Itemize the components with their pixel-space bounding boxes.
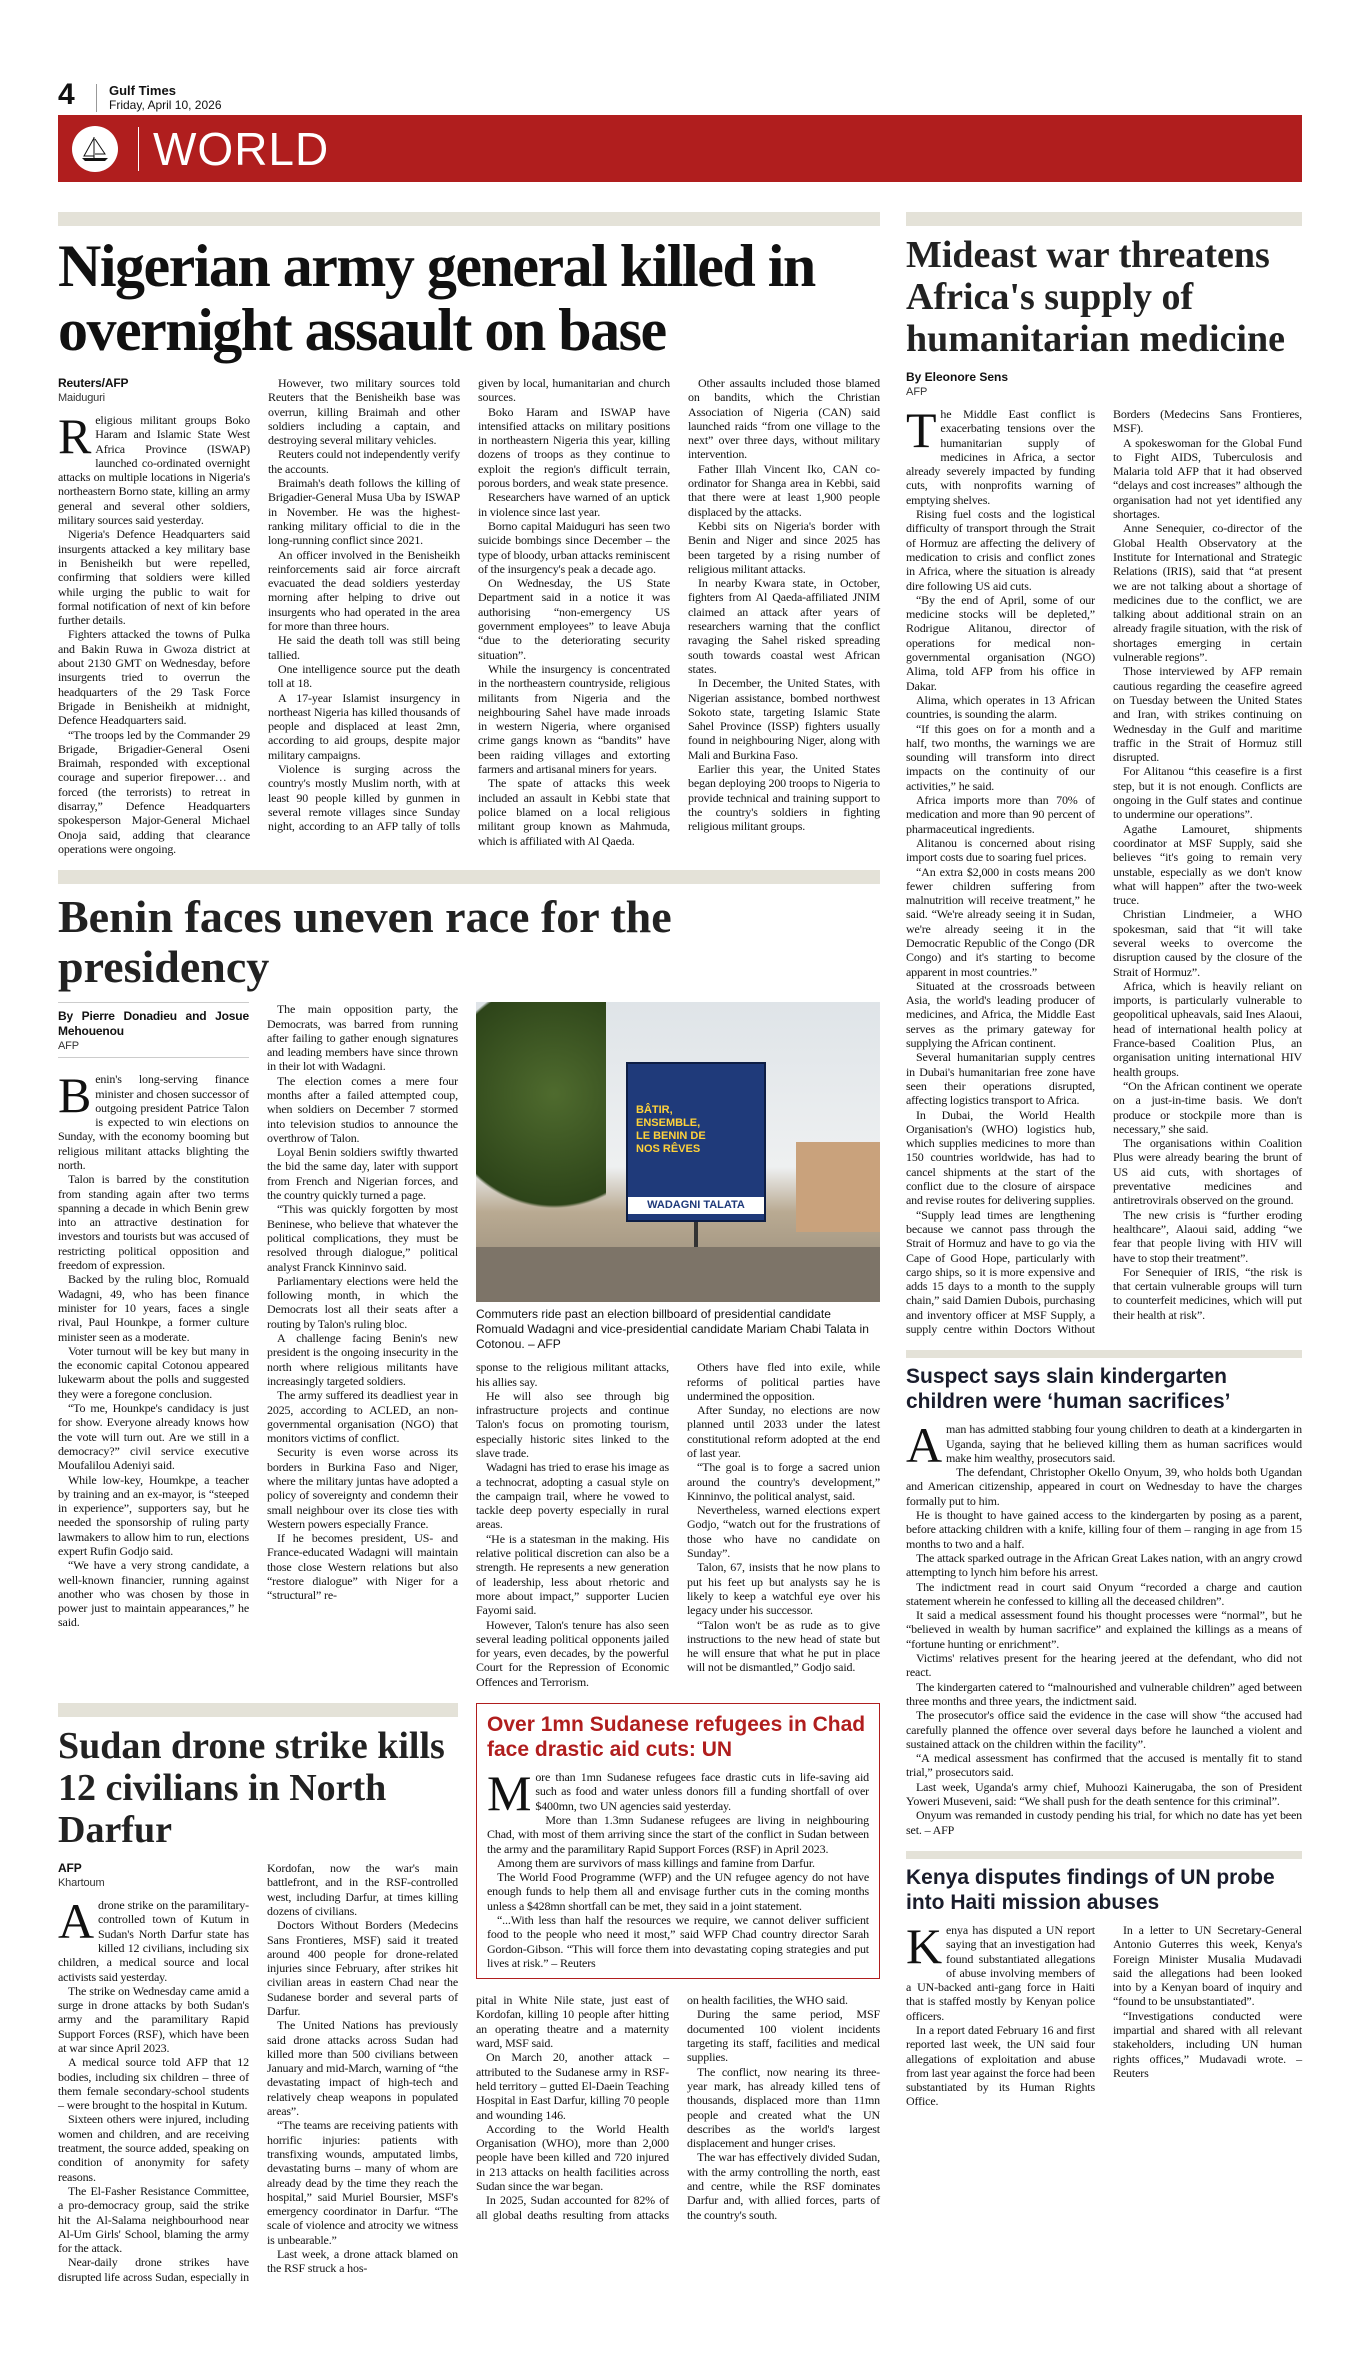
section-band — [58, 115, 1302, 182]
byline-block — [58, 1002, 249, 1058]
article-paragraph: It said a medical assessment found his thought processes were “normal”, but he “believed in wealth by human sacrifice” and explained the killings as a means of “fortune hunting or enrichment”. — [906, 1608, 1302, 1651]
headline-refugees: Over 1mn Sudanese refugees in Chad face drastic aid cuts: UN — [487, 1713, 866, 1762]
article-paragraph: Nevertheless, warned elections expert Godjo, “watch out for the frustrations of those who have no candidate on Sunday”. — [687, 1503, 880, 1561]
article-paragraph: Onyum was remanded in custody pending his trial, for which no date has yet been set. – AFP — [906, 1808, 1302, 1837]
article-paragraph: “This was quickly forgotten by most Beninese, who believe that whatever the political complications, they must be resolved through dialogue,” political analyst Franck Kinninvo said. — [267, 1202, 458, 1274]
article-paragraph: While the insurgency is concentrated in the northeastern countryside, religious militants from Nigeria and the neighbouring Sahel have made inroads in western Nigeria, where organised crime gangs known as “bandits” have been raiding villages and extorting farmers and artisanal miners for years. — [478, 661, 670, 777]
byline: AFP — [58, 1861, 82, 1876]
article-benin — [58, 1002, 458, 1630]
article-benin-continued — [476, 1360, 880, 1689]
article-paragraph: While low-key, Houmkpe, a teacher by training and an ex-mayor, is “steeped in experience”, supporters say, but he needed the sponsorship of ruling party lawmakers to allow him to run, elections expert Rufin Godjo said. — [58, 1472, 249, 1558]
article-paragraph: Nigeria's Defence Headquarters said insurgents attacked a key military base in Benisheikh but were repelled, confirming that soldiers were killed while urging the public to wait for formal notification of next of kin before further details. — [58, 527, 250, 628]
article-paragraph: Backed by the ruling bloc, Romuald Wadagni, 49, who has been finance minister for 10 years, faces a single rival, Paul Hounkpe, a former culture minister seen as a moderate. — [58, 1272, 249, 1344]
article-paragraph: The kindergarten catered to “malnourished and vulnerable children” aged between three months and three years, the indictment said. — [906, 1679, 1302, 1708]
article-paragraph: However, two military sources told Reuters that the Benisheikh base was overrun, killing Braimah and other soldiers including a captain, and destroying several military vehicles. — [268, 376, 460, 448]
article-paragraph: Wadagni has tried to erase his image as a technocrat, adopting a casual style on the campaign trail, where he vowed to tackle deep poverty especially in rural areas. — [476, 1460, 669, 1532]
article-paragraph: The United Nations has previously said drone attacks across Sudan had killed more than 500 civilians between January and mid-March, warning of “the devastating impact of high-tech and relatively cheap weapons in populated areas”. — [267, 2018, 458, 2119]
article-paragraph: Borno capital Maiduguri has seen two suicide bombings since December – the type of bloody, urban attacks reminiscent of the insurgency's peak a decade ago. — [478, 518, 670, 576]
headline-nigeria: Nigerian army general killed in overnight assault on base — [58, 233, 815, 363]
article-paragraph: The main opposition party, the Democrats, was barred from running after failing to gather enough signatures and leading members have since thrown in their lot with Wadagni. — [267, 1002, 458, 1074]
article-paragraph: The new crisis is “further eroding healthcare”, Alaoui said, adding “we fear that people living with HIV will have to stop their treatment”. — [1113, 1207, 1302, 1265]
page-header — [0, 0, 1351, 212]
article-paragraph: “An extra $2,000 in costs means 200 fewer children suffering from malnutrition will receive treatment,” he said. “We're already seeing it in Sudan, we're already seeing it in the Democratic Republic of the Congo (DR Congo) and it's starting to become apparent in most countries.” — [906, 864, 1095, 979]
billboard-slogan: BÂTIR, ENSEMBLE, LE BENIN DE NOS RÊVES — [636, 1104, 706, 1156]
article-paragraph: Agathe Lamouret, shipments coordinator at MSF Supply, said she believes “it's going to remain very unstable, especially as we don't know what will happen” after the two-week truce. — [1113, 821, 1302, 908]
article-paragraph: The indictment read in court said Onyum “recorded a charge and caution statement wherein he confessed to killing all the deceased children”. — [906, 1579, 1302, 1608]
article-paragraph: Situated at the crossroads between Asia, the world's leading producer of medicines, and Africa, the Middle East serves as the primary gateway for supplying the African continent. — [906, 978, 1095, 1051]
article-paragraph: A spokeswoman for the Global Fund to Fight AIDS, Tuberculosis and Malaria told AFP that it had observed “delays and cost increases” although the organisation had not yet identified any shortages. — [1113, 435, 1302, 522]
article-paragraph: However, Talon's tenure has also seen several leading political opponents jailed for years, even decades, by the powerful Court for the Repression of Economic Offences and Terrorism. — [476, 1617, 669, 1689]
article-paragraph: During the same period, MSF documented 100 violent incidents targeting its staff, facilities and medical supplies. — [687, 2007, 880, 2065]
article-paragraph: Researchers have warned of an uptick in violence since last year. — [478, 490, 670, 519]
headline-sudan: Sudan drone strike kills 12 civilians in North Darfur — [58, 1725, 445, 1852]
article-paragraph: sponse to the religious militant attacks, his allies say. — [476, 1360, 669, 1389]
section-mideast — [906, 212, 1302, 1336]
article-paragraph: “Supply lead times are lengthening because we cannot pass through the Strait of Hormuz and have to go via the Cape of Good Hope, particularly with cargo ships, so it is more expensive and adds 15 days to a month to the supply chain,” said Damien Dubois, purchasing and inventory officer at MSF Supply, a supply centre within Doctors Without Borders (Medecins Sans Frontieres, MSF). — [906, 407, 1302, 1336]
divider — [58, 870, 880, 884]
dhow-logo-icon — [72, 126, 118, 172]
article-paragraph: He is thought to have gained access to the kindergarten by posing as a parent, before attacking children with a knife, killing four of them – ranging in age from 15 months to two and a half. — [906, 1508, 1302, 1551]
article-paragraph: Violence is surging across the country's mostly Muslim north, with at least 90 people killed by gunmen in several remote villages since Sunday night, according to an AFP tally of tolls given by local, humanitarian and church sources. — [268, 376, 670, 834]
article-paragraph: The war has effectively divided Sudan, with the army controlling the north, east and centre, while the RSF dominates Darfur and, with allied forces, parts of the country's south. — [687, 2150, 880, 2222]
article-paragraph: pital in White Nile state, just east of Kordofan, killing 10 people after hitting an operating theatre and a maternity ward, MSF said. — [476, 1993, 669, 2051]
article-paragraph: Braimah's death follows the killing of Brigadier-General Musa Uba by ISWAP in November. He was the highest-ranking military official to die in the long-running conflict since 2021. — [268, 476, 460, 548]
section-uganda — [906, 1350, 1302, 1837]
article-paragraph: Alitanou is concerned about rising import costs due to soaring fuel prices. — [906, 835, 1095, 865]
article-paragraph: Adrone strike on the paramilitary-controlled town of Kutum in Sudan's North Darfur state has killed 12 civilians, including six children, a medical source and local activists said yesterday. — [58, 1893, 249, 1984]
article-paragraph: In 2025, Sudan accounted for 82% of all global deaths resulting from attacks on health facilities, the WHO said. — [476, 1993, 848, 2222]
article-paragraph: “The goal is to forge a sacred union around the country's development,” Kinninvo, the political analyst, said. — [687, 1460, 880, 1503]
article-paragraph: “We have a very strong candidate, a well-known financier, running against another who was chosen by those in power just to maintain appearances,” he said. — [58, 1558, 249, 1630]
article-paragraph: The conflict, now nearing its three-year mark, has already killed tens of thousands, displaced more than 11mn people and created what the UN describes as the world's largest displacement and hunger crises. — [687, 2064, 880, 2151]
article-paragraph: Alima, which operates in 13 African countries, is sounding the alarm. — [906, 692, 1095, 722]
byline: By Eleonore Sens — [906, 370, 1009, 384]
dateline: AFP — [906, 386, 928, 398]
article-paragraph: In December, the United States, with Nigerian assistance, bombed northwest Sokoto state, targeting Islamic State Sahel Province (ISSP) fighters usually found in neighbouring Niger, along with Mali and Burkina Faso. — [688, 676, 880, 762]
article-paragraph: A challenge facing Benin's new president is the ongoing insecurity in the north where religious militants have increasingly targeted soldiers. — [267, 1331, 458, 1388]
issue-date: Friday, April 10, 2026 — [109, 98, 222, 112]
article-paragraph: Reuters could not independently verify the accounts. — [268, 447, 460, 476]
article-paragraph: “The troops led by the Commander 29 Brigade, Brigadier-General Oseni Braimah, responded with exceptional courage and superior firepower… and forced (the terrorists) to retreat in disarray,” Defence Headquarters spokesperson Major-General Michael Onoja said, adding that clearance operations were ongoing. — [58, 727, 250, 856]
article-kenya — [906, 1917, 1302, 2109]
refugees-sidebar — [476, 1703, 880, 1979]
article-paragraph: In Dubai, the World Health Organisation's (WHO) logistics hub, which supplies medicines to more than 150 countries worldwide, has had to cancel shipments at the start of the conflict due to the closure of airspace and revise routes for delivering supplies. — [906, 1107, 1095, 1208]
article-paragraph: Anne Senequier, co-director of the Global Health Observatory at the Institute for International and Strategic Relations (IRIS), said that “at present we are not talking about a shortage of medicines due to the conflict, we are talking about additional strain on an already fragile situation, with the risk of shortages emerging in certain vulnerable regions”. — [1113, 521, 1302, 665]
article-paragraph: “To me, Hounkpe's candidacy is just for show. Everyone already knows how the vote will turn out. Are we still in a democracy?” civil service executive Moufalilou Adeniyi said. — [58, 1401, 249, 1473]
article-paragraph: Fighters attacked the towns of Pulka and Bakin Ruwa in Gwoza district at about 2130 GMT on Wednesday, before insurgents tried to overrun the headquarters of the 29 Task Force Brigade in Benisheikh at midnight, Defence Headquarters said. — [58, 627, 250, 728]
article-paragraph: In a letter to UN Secretary-General Antonio Guterres this week, Kenya's Foreign Minister Musalia Mudavadi said the allegations had been looked into by a Kenyan board of inquiry and “found to be unsubstantiated”. — [1113, 1922, 1302, 2009]
article-paragraph: The election comes a mere four months after a failed attempted coup, when soldiers on December 7 stormed into television studios to announce the overthrow of Talon. — [267, 1073, 458, 1145]
byline: By Pierre Donadieu and Josue Mehouenou — [58, 1009, 249, 1039]
article-paragraph: The organisations within Coalition Plus were already bearing the brunt of US aid cuts, with shortages of preventative medicines and antiretrovirals observed on the ground. — [1113, 1136, 1302, 1208]
article-paragraph: “Investigations conducted were impartial and shared with all relevant stakeholders, including UN human rights offices,” Mudavadi wrote. – Reuters — [1113, 2008, 1302, 2080]
article-paragraph: Rising fuel costs and the logistical difficulty of transport through the Strait of Hormuz are affecting the delivery of medication to crisis and conflict zones in Africa, where the situation is already dire following US aid cuts. — [906, 507, 1095, 593]
article-paragraph: “The teams are receiving patients with horrific injuries: patients with transfixing wounds, amputated limbs, devastating burns – many of whom are already dead by the time they reach the hospital,” said Muriel Boursier, MSF's emergency coordinator in Darfur. “The scale of violence and atrocity we witness is unbearable.” — [267, 2118, 458, 2247]
article-uganda — [906, 1417, 1302, 1837]
byline: Reuters/AFP — [58, 376, 129, 390]
dateline: AFP — [58, 1040, 79, 1053]
article-paragraph: An officer involved in the Benisheikh reinforcements said air force aircraft evacuated the dead soldiers yesterday morning after helping to drive out insurgents who had operated in the area for more than three hours. — [268, 547, 460, 634]
photo-caption: Commuters ride past an election billboard of presidential candidate Romuald Wadagni and vice-presidential candidate Mariam Chabi Talata in Cotonou. – AFP — [476, 1307, 869, 1352]
article-paragraph: Earlier this year, the United States began deploying 200 troops to Nigeria to provide technical and training support to the country's soldiers in fighting religious militant groups. — [688, 762, 880, 834]
article-paragraph: More than 1mn Sudanese refugees face drastic cuts in life-saving aid such as food and water unless donors fill a funding shortfall of over $400mn, two UN agencies said yesterday. — [487, 1765, 869, 1822]
article-paragraph: Voter turnout will be key but many in the economic capital Cotonou appeared lukewarm about the polls and suggested they were a foregone conclusion. — [58, 1343, 249, 1401]
article-paragraph: Others have fled into exile, while reforms of political parties have undermined the opposition. — [687, 1360, 880, 1403]
article-paragraph: According to the World Health Organisation (WHO), more than 2,000 people have been killed and 720 injured in 213 attacks on health facilities across Sudan since the war began. — [476, 2121, 669, 2194]
article-paragraph: Christian Lindmeier, a WHO spokesman, said that “it will take several weeks to overcome the disruption caused by the closure of the Strait of Hormuz”. — [1113, 907, 1302, 979]
article-paragraph: The strike on Wednesday came amid a surge in drone attacks by both Sudan's army and the paramilitary Rapid Support Forces (RSF), which have been at war since April 2023. — [58, 1983, 249, 2055]
headline-benin: Benin faces uneven race for the presidency — [58, 891, 672, 993]
article-paragraph: Near-daily drone strikes have disrupted life across Sudan, especially in Kordofan, now the war's main battlefront, and in the RSF-controlled west, including Darfur, at times killing dozens of civilians. — [58, 1861, 458, 2284]
masthead — [96, 84, 222, 112]
article-paragraph: Kenya has disputed a UN report saying that an investigation had found substantiated allegations of abuse involving members of a UN-backed anti-gang force in Haiti that is staffed mostly by Kenyan police officers. — [906, 1917, 1095, 2023]
article-paragraph: The Middle East conflict is exacerbating tensions over the humanitarian supply of medicines in Africa, a sector already severely impacted by funding cuts, with nonprofits warning of emptying shelves. — [906, 402, 1095, 507]
article-sudan-continued — [476, 1993, 880, 2222]
article-paragraph: Those interviewed by AFP remain cautious regarding the ceasefire agreed on Tuesday between the United States and Iran, with strikes continuing on Wednesday in the Gulf and maritime traffic in the Strait of Hormuz still disrupted. — [1113, 664, 1302, 765]
article-paragraph: A medical source told AFP that 12 bodies, including six children – three of them female secondary-school students – were brought to the hospital in Kutum. — [58, 2055, 249, 2113]
divider — [138, 127, 139, 171]
article-paragraph: “...With less than half the resources we require, we cannot deliver sufficient food to the people who need it most,” said WFP Chad country director Sarah Gordon-Gibson. “This will force them into devastating coping strategies and put lives at risk.” – Reuters — [487, 1913, 869, 1970]
article-paragraph: Talon, 67, insists that he now plans to put his feet up but analysts say he is likely to keep a watchful eye over his legacy under his successor. — [687, 1560, 880, 1618]
article-paragraph: Aman has admitted stabbing four young children to death at a kindergarten in Uganda, saying that he believed killing them as human sacrifices would make him wealthy, prosecutors said. — [906, 1417, 1302, 1474]
article-paragraph: For Senequier of IRIS, “the risk is that certain vulnerable groups will turn to counterfeit medicines, which will put their health at risk”. — [1113, 1264, 1302, 1322]
article-paragraph: He will also see through big infrastructure projects and continue Talon's focus on promoting tourism, especially historic sites linked to the slave trade. — [476, 1388, 669, 1460]
article-nigeria — [58, 376, 880, 856]
article-paragraph: Parliamentary elections were held the following month, in which the Democrats lost all their seats after a routing by Talon's ruling bloc. — [267, 1273, 458, 1331]
article-paragraph: The spate of attacks this week included an assault in Kebbi state that police blamed on a local religious militant group known as Mahmuda, which is affiliated with Al Qaeda. — [478, 776, 670, 848]
article-paragraph: The El-Fasher Resistance Committee, a pro-democracy group, said the strike hit the Al-Salama neighbourhood near Al-Um Girls' School, blaming the army for the attack. — [58, 2183, 249, 2256]
headline-kenya: Kenya disputes findings of UN probe into Haiti mission abuses — [906, 1865, 1275, 1914]
headline-mideast: Mideast war threatens Africa's supply of humanitarian medicine — [906, 234, 1285, 360]
article-paragraph: Security is even worse across its borders in Burkina Faso and Niger, where the military juntas have adopted a policy of sovereignty and condemn their small neighbour over its close ties with Western powers especially France. — [267, 1445, 458, 1531]
article-paragraph: “He is a statesman in the making. His relative political discretion can also be a strength. He represents a new generation of leadership, less about rhetoric and more about impact,” supporter Lucien Fayomi said. — [476, 1531, 669, 1618]
divider — [58, 1703, 458, 1717]
article-paragraph: Among them are survivors of mass killings and famine from Darfur. — [497, 1855, 815, 1870]
article-paragraph: Africa imports more than 70% of medication and more than 90 percent of pharmaceutical ingredients. — [906, 793, 1095, 836]
divider — [906, 1851, 1302, 1859]
article-paragraph: For Alitanou “this ceasefire is a first step, but it is not enough. Conflicts are ongoing in the Gulf states and continue to undermine our operations”. — [1113, 764, 1302, 822]
article-paragraph: Religious militant groups Boko Haram and Islamic State West Africa Province (ISWAP) launched co-ordinated overnight attacks on multiple locations in Nigeria's northeastern Borno state, killing an army general and several other soldiers, military sources said yesterday. — [58, 408, 250, 528]
section-title: WORLD — [153, 122, 330, 175]
divider — [58, 212, 880, 226]
tree-image — [476, 1002, 606, 1232]
article-paragraph: Last week, a drone attack blamed on the RSF struck a hos- — [267, 2247, 458, 2276]
article-paragraph: The defendant, Christopher Okello Onyum, 39, who holds both Ugandan and American citizenship, appeared in court on Wednesday to have the charges formally put to him. — [906, 1465, 1302, 1508]
article-paragraph: “On the African continent we operate on a just-in-time basis. We don't produce or stockpile more than is necessary,” she said. — [1113, 1078, 1302, 1136]
article-paragraph: Several humanitarian supply centres in Dubai's humanitarian free zone have seen their operations disrupted, affecting logistics transport to Africa. — [906, 1050, 1095, 1108]
article-paragraph: On Wednesday, the US State Department said in a notice it was authorising “non-emergency US government employees” to leave Abuja “due to the deteriorating security situation”. — [478, 576, 670, 662]
dateline: Khartoum — [58, 1877, 105, 1890]
article-paragraph: Last week, Uganda's army chief, Muhoozi Kainerugaba, the son of President Yoweri Museveni, said: “We shall push for the death sentence for this criminal”. — [906, 1779, 1302, 1809]
article-paragraph: “If this goes on for a month and a half, two months, the warnings we are sounding will transform into direct impacts on the continuity of our activities,” he said. — [906, 721, 1095, 793]
article-paragraph: Benin's long-serving finance minister and chosen successor of outgoing president Patrice Talon is expected to win elections on Sunday, with the economy booming but religious militant attacks blighting the north. — [58, 1067, 249, 1172]
article-paragraph: Other assaults included those blamed on bandits, which the Christian Association of Nigeria (CAN) said launched raids “from one village to the next” over three days, without military intervention. — [688, 376, 880, 462]
article-paragraph: In nearby Kwara state, in October, fighters from Al Qaeda-affiliated JNIM claimed an attack after years of researchers warning that the conflict ravaging the Sahel risked spreading south towards coastal west African states. — [688, 576, 880, 676]
article-paragraph: A 17-year Islamist insurgency in northeast Nigeria has killed thousands of people and displaced at least 2mn, according to aid groups, despite major military campaigns. — [268, 690, 460, 762]
divider — [906, 1350, 1302, 1358]
article-paragraph: More than 1.3mn Sudanese refugees are living in neighbouring Chad, with most of them arriving since the start of the conflict in Sudan between the army and the paramilitary Rapid Support Forces (RSF) in April 2023. — [487, 1812, 869, 1856]
building-image — [796, 1142, 880, 1232]
article-paragraph: Africa, which is heavily reliant on imports, is particularly vulnerable to geopolitical upheavals, said Ines Alaoui, head of international health policy at France-based Coalition Plus, an organisation uniting international HIV health groups. — [1113, 978, 1302, 1079]
section-benin — [58, 870, 880, 1689]
article-paragraph: The army suffered its deadliest year in 2025, according to ACLED, an non-governmental organisation (NGO) that monitors victims of conflict. — [267, 1388, 458, 1446]
article-paragraph: After Sunday, no elections are now planned until 2033 under the latest constitutional reform adopted at the end of last year. — [687, 1403, 880, 1460]
dateline: Maiduguri — [58, 392, 105, 404]
article-paragraph: The attack sparked outrage in the African Great Lakes nation, with an angry crowd attempting to lynch him before his arrest. — [906, 1550, 1302, 1580]
article-sudan — [58, 1861, 458, 2284]
divider — [906, 212, 1302, 226]
article-paragraph: In a report dated February 16 and first reported last week, the UN said four allegations of exploitation and abuse from last year against the force had been substantiated by its Human Rights Office. — [906, 2022, 1095, 2109]
paper-name: Gulf Times — [109, 83, 176, 98]
article-paragraph: On March 20, another attack – attributed to the Sudanese army in RSF-held territory – gutted El-Daein Teaching Hospital in East Darfur, killing 70 people and wounding 146. — [476, 2050, 669, 2122]
article-paragraph: If he becomes president, US- and France-educated Wadagni will maintain those close Western relations but also “restore dialogue” with Niger for a “structural” re- — [267, 1531, 458, 1603]
section-kenya — [906, 1851, 1302, 2109]
article-paragraph: Kebbi sits on Nigeria's border with Benin and Niger and since 2025 has been targeted by a rising number of religious militant attacks. — [688, 518, 880, 576]
article-refugees — [487, 1765, 869, 1970]
election-billboard-photo — [476, 1002, 880, 1302]
headline-uganda: Suspect says slain kindergarten children were ‘human sacrifices’ — [906, 1365, 1231, 1414]
article-mideast — [906, 402, 1302, 1336]
article-paragraph: “Talon won't be as rude as to give instructions to the new head of state but he will ensure that what he put in place will not be dismantled,” Godjo said. — [687, 1617, 880, 1675]
street-image — [476, 1247, 880, 1302]
section-nigeria — [58, 212, 880, 856]
article-paragraph: The prosecutor's office said the evidence in the case will show “the accused had carefully planned the offence over several days before he launched a violent and sustained attack on the children within the facility”. — [906, 1708, 1302, 1751]
article-paragraph: Boko Haram and ISWAP have intensified attacks on military positions in northeastern Nigeria this year, killing dozens of troops as they continue to exploit the region's difficult terrain, porous borders, and weak state presence. — [478, 404, 670, 491]
article-paragraph: Sixteen others were injured, including women and children, and are receiving treatment, the source added, speaking on condition of anonymity for safety reasons. — [58, 2112, 249, 2184]
article-paragraph: “By the end of April, some of our medicine stocks will be depleted,” Rodrigue Alitanou, director of operations for medical non-governmental organisation (NGO) Alima, told AFP from his office in Dakar. — [906, 592, 1095, 693]
article-paragraph: Father Illah Vincent Iko, CAN co-ordinator for Shanga area in Kebbi, said that there were at least 1,900 people displaced by the attacks. — [688, 461, 880, 519]
article-paragraph: “A medical assessment has confirmed that the accused is mentally fit to stand trial,” prosecutors said. — [906, 1751, 1302, 1780]
article-paragraph: Doctors Without Borders (Medecins Sans Frontieres, MSF) said it treated around 400 people for drone-related injuries since February, after strikes hit civilian areas in eastern Chad near the Sudanese border and several parts of Darfur. — [267, 1918, 458, 2018]
article-paragraph: The World Food Programme (WFP) and the UN refugee agency do not have enough funds to help them all and envisage further cuts in the coming months unless a $428mn shortfall can be met, they said in a joint statement. — [487, 1870, 869, 1913]
section-sudan — [58, 1703, 880, 2284]
article-paragraph: Talon is barred by the constitution from standing again after two terms spanning a decade in which Benin grew into an attractive destination for investors and tourists but was accused of restricting political opposition and freedom of expression. — [58, 1172, 249, 1273]
article-paragraph: Loyal Benin soldiers swiftly thwarted the bid the same day, later with support from French and Nigerian forces, and the country quickly turned a page. — [267, 1145, 458, 1203]
article-paragraph: He said the death toll was still being tallied. — [268, 633, 460, 662]
billboard-names: WADAGNI TALATA — [628, 1197, 764, 1214]
article-paragraph: Victims' relatives present for the hearing jeered at the defendant, who did not react. — [906, 1651, 1302, 1680]
page-number: 4 — [58, 78, 75, 111]
article-paragraph: One intelligence source put the death toll at 18. — [268, 661, 460, 691]
billboard — [626, 1062, 766, 1222]
